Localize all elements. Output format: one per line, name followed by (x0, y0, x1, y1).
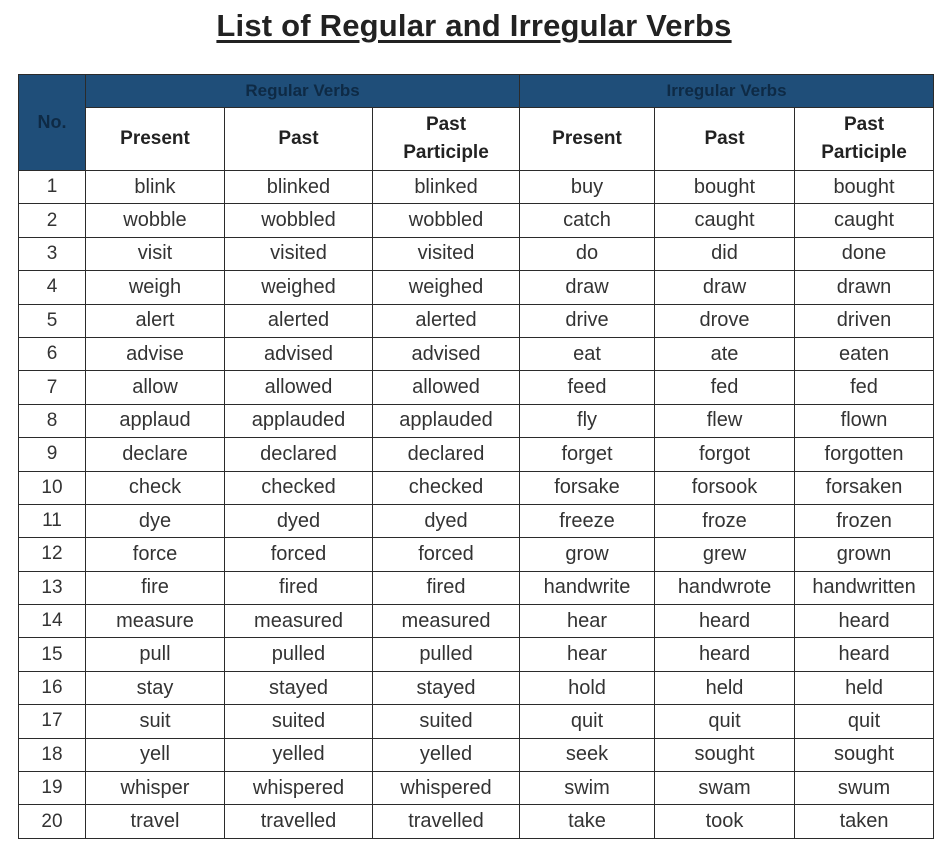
header-line: Participle (403, 142, 489, 163)
regular-verbs-header: Regular Verbs (86, 75, 520, 108)
irregular-past-participle-cell: held (795, 671, 934, 704)
verb-rows (19, 171, 934, 839)
irregular-present-cell: do (520, 237, 655, 270)
irregular-present-cell: forget (520, 438, 655, 471)
irregular-present-cell: hear (520, 638, 655, 671)
irregular-present-cell: handwrite (520, 571, 655, 604)
irregular-past-cell: took (655, 805, 795, 838)
irregular-present-cell: forsake (520, 471, 655, 504)
regular-present-header: Present (86, 108, 225, 171)
regular-present-cell: visit (86, 237, 225, 270)
regular-past-participle-cell: forced (373, 538, 520, 571)
irregular-past-cell: heard (655, 638, 795, 671)
row-number-cell: 10 (19, 471, 86, 504)
table-row (19, 571, 934, 604)
table-row (19, 638, 934, 671)
irregular-past-cell: forsook (655, 471, 795, 504)
regular-present-cell: advise (86, 337, 225, 370)
row-number-cell: 3 (19, 237, 86, 270)
table-row (19, 371, 934, 404)
regular-present-cell: whisper (86, 772, 225, 805)
irregular-past-participle-cell: driven (795, 304, 934, 337)
table-row (19, 772, 934, 805)
table-row (19, 471, 934, 504)
row-number-cell: 8 (19, 404, 86, 437)
irregular-past-cell: bought (655, 171, 795, 204)
regular-present-cell: alert (86, 304, 225, 337)
regular-past-cell: dyed (225, 504, 373, 537)
table-row (19, 171, 934, 204)
table-row (19, 204, 934, 237)
table-row (19, 304, 934, 337)
table-row (19, 237, 934, 270)
irregular-past-participle-cell: frozen (795, 504, 934, 537)
irregular-past-cell: froze (655, 504, 795, 537)
irregular-past-participle-cell: grown (795, 538, 934, 571)
verbs-table (18, 74, 934, 839)
regular-past-cell: checked (225, 471, 373, 504)
irregular-past-participle-cell: caught (795, 204, 934, 237)
regular-past-participle-cell: pulled (373, 638, 520, 671)
irregular-present-cell: fly (520, 404, 655, 437)
row-number-cell: 20 (19, 805, 86, 838)
table-row (19, 605, 934, 638)
regular-past-participle-cell: dyed (373, 504, 520, 537)
regular-present-cell: applaud (86, 404, 225, 437)
row-number-cell: 15 (19, 638, 86, 671)
regular-past-participle-cell: whispered (373, 772, 520, 805)
irregular-past-participle-cell: done (795, 237, 934, 270)
regular-present-cell: weigh (86, 271, 225, 304)
regular-past-participle-cell: declared (373, 438, 520, 471)
row-number-cell: 12 (19, 538, 86, 571)
irregular-past-participle-cell: forgotten (795, 438, 934, 471)
irregular-present-cell: eat (520, 337, 655, 370)
table-row (19, 705, 934, 738)
regular-past-participle-header (373, 108, 520, 171)
regular-present-cell: pull (86, 638, 225, 671)
row-number-cell: 4 (19, 271, 86, 304)
regular-present-cell: suit (86, 705, 225, 738)
irregular-past-cell: did (655, 237, 795, 270)
row-number-cell: 7 (19, 371, 86, 404)
row-number-cell: 17 (19, 705, 86, 738)
regular-past-participle-cell: applauded (373, 404, 520, 437)
regular-past-cell: pulled (225, 638, 373, 671)
regular-past-cell: whispered (225, 772, 373, 805)
irregular-present-cell: freeze (520, 504, 655, 537)
regular-present-cell: declare (86, 438, 225, 471)
regular-past-participle-cell: suited (373, 705, 520, 738)
regular-present-cell: fire (86, 571, 225, 604)
irregular-past-cell: held (655, 671, 795, 704)
table-row (19, 671, 934, 704)
irregular-present-header: Present (520, 108, 655, 171)
irregular-past-cell: caught (655, 204, 795, 237)
irregular-present-cell: drive (520, 304, 655, 337)
table-row (19, 337, 934, 370)
irregular-verbs-header: Irregular Verbs (520, 75, 934, 108)
irregular-past-participle-cell: sought (795, 738, 934, 771)
regular-present-cell: force (86, 538, 225, 571)
regular-past-cell: travelled (225, 805, 373, 838)
irregular-present-cell: quit (520, 705, 655, 738)
regular-past-participle-cell: stayed (373, 671, 520, 704)
table-row (19, 504, 934, 537)
table-row (19, 271, 934, 304)
regular-present-cell: yell (86, 738, 225, 771)
regular-past-cell: suited (225, 705, 373, 738)
regular-past-cell: measured (225, 605, 373, 638)
row-number-cell: 9 (19, 438, 86, 471)
header-line: Past (843, 114, 885, 135)
regular-past-header: Past (225, 108, 373, 171)
regular-past-cell: wobbled (225, 204, 373, 237)
row-number-cell: 5 (19, 304, 86, 337)
irregular-present-cell: take (520, 805, 655, 838)
irregular-present-cell: catch (520, 204, 655, 237)
regular-present-cell: check (86, 471, 225, 504)
regular-past-cell: applauded (225, 404, 373, 437)
regular-past-participle-cell: advised (373, 337, 520, 370)
irregular-past-cell: drove (655, 304, 795, 337)
regular-present-cell: allow (86, 371, 225, 404)
row-number-cell: 1 (19, 171, 86, 204)
row-number-cell: 6 (19, 337, 86, 370)
page-title: List of Regular and Irregular Verbs (216, 8, 732, 43)
regular-past-cell: yelled (225, 738, 373, 771)
regular-past-participle-cell: fired (373, 571, 520, 604)
regular-present-cell: travel (86, 805, 225, 838)
irregular-past-cell: flew (655, 404, 795, 437)
regular-past-participle-cell: weighed (373, 271, 520, 304)
table-row (19, 805, 934, 838)
irregular-past-participle-cell: eaten (795, 337, 934, 370)
irregular-past-cell: forgot (655, 438, 795, 471)
regular-past-cell: declared (225, 438, 373, 471)
irregular-past-cell: heard (655, 605, 795, 638)
irregular-past-cell: grew (655, 538, 795, 571)
regular-present-cell: blink (86, 171, 225, 204)
table-row (19, 538, 934, 571)
irregular-past-cell: quit (655, 705, 795, 738)
irregular-past-header: Past (655, 108, 795, 171)
regular-past-participle-cell: blinked (373, 171, 520, 204)
regular-past-participle-cell: visited (373, 237, 520, 270)
header-line: Past (425, 114, 467, 135)
irregular-past-cell: swam (655, 772, 795, 805)
header-line: Participle (821, 142, 907, 163)
row-number-cell: 13 (19, 571, 86, 604)
table-row (19, 738, 934, 771)
irregular-past-participle-header (795, 108, 934, 171)
no-column-header: No. (19, 75, 86, 171)
irregular-past-participle-cell: taken (795, 805, 934, 838)
irregular-past-participle-cell: swum (795, 772, 934, 805)
irregular-past-cell: fed (655, 371, 795, 404)
irregular-present-cell: grow (520, 538, 655, 571)
irregular-present-cell: draw (520, 271, 655, 304)
regular-past-cell: fired (225, 571, 373, 604)
row-number-cell: 18 (19, 738, 86, 771)
regular-past-participle-cell: yelled (373, 738, 520, 771)
irregular-past-participle-cell: forsaken (795, 471, 934, 504)
regular-past-cell: alerted (225, 304, 373, 337)
irregular-past-participle-cell: heard (795, 638, 934, 671)
irregular-past-participle-cell: quit (795, 705, 934, 738)
table-row (19, 404, 934, 437)
regular-past-participle-cell: checked (373, 471, 520, 504)
table-row (19, 438, 934, 471)
irregular-past-participle-cell: bought (795, 171, 934, 204)
regular-past-cell: visited (225, 237, 373, 270)
irregular-present-cell: feed (520, 371, 655, 404)
regular-past-participle-cell: alerted (373, 304, 520, 337)
irregular-past-cell: draw (655, 271, 795, 304)
irregular-present-cell: swim (520, 772, 655, 805)
irregular-present-cell: buy (520, 171, 655, 204)
regular-present-cell: stay (86, 671, 225, 704)
row-number-cell: 11 (19, 504, 86, 537)
regular-present-cell: measure (86, 605, 225, 638)
irregular-past-cell: sought (655, 738, 795, 771)
irregular-past-participle-cell: flown (795, 404, 934, 437)
regular-past-participle-cell: travelled (373, 805, 520, 838)
irregular-past-participle-cell: fed (795, 371, 934, 404)
regular-past-cell: blinked (225, 171, 373, 204)
irregular-past-participle-cell: drawn (795, 271, 934, 304)
regular-past-cell: allowed (225, 371, 373, 404)
regular-past-cell: advised (225, 337, 373, 370)
row-number-cell: 14 (19, 605, 86, 638)
irregular-present-cell: hear (520, 605, 655, 638)
irregular-past-cell: ate (655, 337, 795, 370)
irregular-present-cell: hold (520, 671, 655, 704)
regular-past-cell: weighed (225, 271, 373, 304)
irregular-past-participle-cell: handwritten (795, 571, 934, 604)
regular-past-participle-cell: measured (373, 605, 520, 638)
regular-past-cell: forced (225, 538, 373, 571)
regular-past-cell: stayed (225, 671, 373, 704)
irregular-past-participle-cell: heard (795, 605, 934, 638)
irregular-present-cell: seek (520, 738, 655, 771)
regular-past-participle-cell: wobbled (373, 204, 520, 237)
row-number-cell: 16 (19, 671, 86, 704)
regular-past-participle-cell: allowed (373, 371, 520, 404)
row-number-cell: 19 (19, 772, 86, 805)
irregular-past-cell: handwrote (655, 571, 795, 604)
regular-present-cell: wobble (86, 204, 225, 237)
row-number-cell: 2 (19, 204, 86, 237)
regular-present-cell: dye (86, 504, 225, 537)
